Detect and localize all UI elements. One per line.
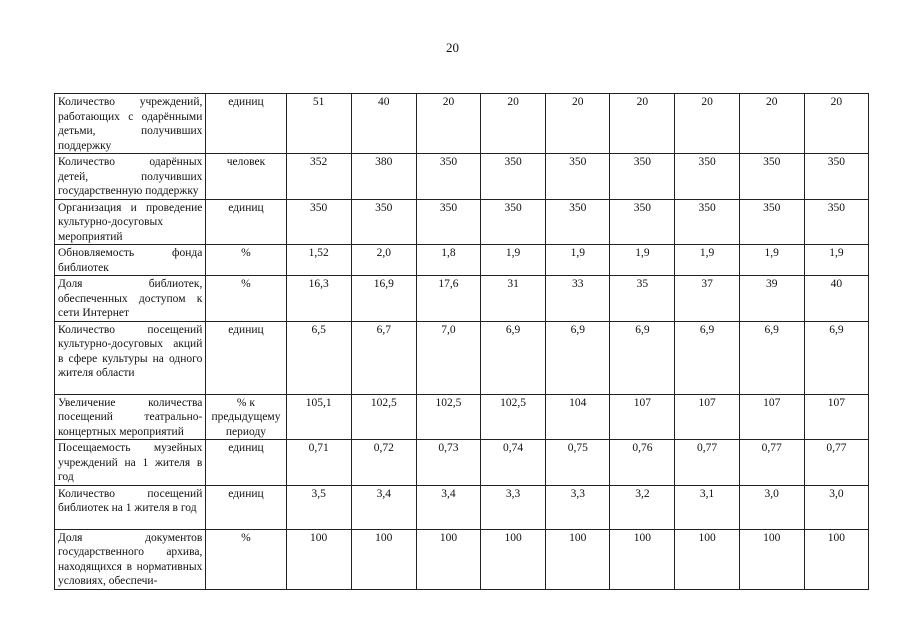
table-row (55, 245, 869, 276)
value-cell: 0,72 (351, 440, 416, 486)
value-cell: 16,9 (351, 276, 416, 322)
value-cell: 107 (739, 394, 804, 440)
value-cell: 3,3 (481, 485, 546, 529)
indicator-cell: Доля документов государственного архива, находящихся в нормативных условиях, обеспечи- (55, 529, 206, 589)
value-cell: 350 (804, 154, 868, 200)
value-cell: 20 (675, 94, 739, 154)
value-cell: 1,52 (286, 245, 351, 276)
value-cell: 3,0 (804, 485, 868, 529)
indicator-cell: Количество одарённых детей, получивших государственную поддержку (55, 154, 206, 200)
unit-cell: % (206, 529, 286, 589)
unit-cell: единиц (206, 440, 286, 486)
value-cell: 0,77 (675, 440, 739, 486)
indicator-cell: Количество учреждений, работающих с одарёнными детьми, получивших поддержку (55, 94, 206, 154)
table-row (55, 529, 869, 589)
indicator-cell: Количество посещений библиотек на 1 жителя в год (55, 485, 206, 529)
unit-cell: единиц (206, 321, 286, 394)
value-cell: 20 (610, 94, 675, 154)
value-cell: 350 (481, 154, 546, 200)
value-cell: 51 (286, 94, 351, 154)
value-cell: 350 (286, 199, 351, 245)
value-cell: 1,9 (739, 245, 804, 276)
value-cell: 17,6 (416, 276, 480, 322)
value-cell: 31 (481, 276, 546, 322)
value-cell: 100 (610, 529, 675, 589)
value-cell: 20 (546, 94, 610, 154)
value-cell: 1,9 (675, 245, 739, 276)
value-cell: 350 (416, 154, 480, 200)
indicator-cell: Увеличение количества посещений театрально-концертных мероприятий (55, 394, 206, 440)
value-cell: 1,8 (416, 245, 480, 276)
value-cell: 0,76 (610, 440, 675, 486)
value-cell: 0,75 (546, 440, 610, 486)
value-cell: 350 (546, 199, 610, 245)
table-row (55, 199, 869, 245)
value-cell: 350 (804, 199, 868, 245)
value-cell: 350 (739, 199, 804, 245)
value-cell: 2,0 (351, 245, 416, 276)
value-cell: 6,9 (481, 321, 546, 394)
value-cell: 100 (739, 529, 804, 589)
value-cell: 350 (610, 154, 675, 200)
value-cell: 40 (804, 276, 868, 322)
value-cell: 102,5 (481, 394, 546, 440)
value-cell: 350 (416, 199, 480, 245)
value-cell: 3,0 (739, 485, 804, 529)
indicator-cell: Обновляемость фонда библиотек (55, 245, 206, 276)
value-cell: 100 (804, 529, 868, 589)
table-row (55, 276, 869, 322)
value-cell: 1,9 (481, 245, 546, 276)
value-cell: 0,71 (286, 440, 351, 486)
indicator-cell: Посещаемость музейных учреждений на 1 жителя в год (55, 440, 206, 486)
value-cell: 100 (546, 529, 610, 589)
value-cell: 6,9 (546, 321, 610, 394)
value-cell: 350 (351, 199, 416, 245)
table-row (55, 394, 869, 440)
value-cell: 3,2 (610, 485, 675, 529)
value-cell: 3,4 (416, 485, 480, 529)
value-cell: 102,5 (351, 394, 416, 440)
value-cell: 3,5 (286, 485, 351, 529)
value-cell: 105,1 (286, 394, 351, 440)
value-cell: 104 (546, 394, 610, 440)
value-cell: 380 (351, 154, 416, 200)
value-cell: 20 (416, 94, 480, 154)
value-cell: 350 (546, 154, 610, 200)
unit-cell: % к предыдущему периоду (206, 394, 286, 440)
value-cell: 37 (675, 276, 739, 322)
value-cell: 20 (739, 94, 804, 154)
value-cell: 6,9 (739, 321, 804, 394)
value-cell: 100 (481, 529, 546, 589)
value-cell: 350 (610, 199, 675, 245)
table-row (55, 154, 869, 200)
value-cell: 6,9 (675, 321, 739, 394)
value-cell: 107 (804, 394, 868, 440)
unit-cell: % (206, 245, 286, 276)
indicator-cell: Количество посещений культурно-досуговых акций в сфере культуры на одного жителя области (55, 321, 206, 394)
value-cell: 3,4 (351, 485, 416, 529)
value-cell: 100 (675, 529, 739, 589)
value-cell: 350 (739, 154, 804, 200)
value-cell: 0,73 (416, 440, 480, 486)
value-cell: 1,9 (610, 245, 675, 276)
indicators-table (54, 93, 869, 590)
value-cell: 102,5 (416, 394, 480, 440)
page-number: 20 (446, 40, 459, 55)
table-row (55, 440, 869, 486)
value-cell: 6,5 (286, 321, 351, 394)
indicator-cell: Организация и проведение культурно-досуговых мероприятий (55, 199, 206, 245)
value-cell: 1,9 (546, 245, 610, 276)
unit-cell: % (206, 276, 286, 322)
table-row (55, 94, 869, 154)
value-cell: 107 (675, 394, 739, 440)
value-cell: 20 (804, 94, 868, 154)
value-cell: 1,9 (804, 245, 868, 276)
value-cell: 0,77 (739, 440, 804, 486)
value-cell: 33 (546, 276, 610, 322)
value-cell: 40 (351, 94, 416, 154)
value-cell: 0,74 (481, 440, 546, 486)
value-cell: 35 (610, 276, 675, 322)
value-cell: 7,0 (416, 321, 480, 394)
indicator-cell: Доля библиотек, обеспеченных доступом к сети Интернет (55, 276, 206, 322)
value-cell: 350 (675, 154, 739, 200)
value-cell: 16,3 (286, 276, 351, 322)
unit-cell: единиц (206, 485, 286, 529)
value-cell: 0,77 (804, 440, 868, 486)
value-cell: 350 (481, 199, 546, 245)
value-cell: 107 (610, 394, 675, 440)
value-cell: 350 (675, 199, 739, 245)
value-cell: 6,9 (804, 321, 868, 394)
table-row (55, 485, 869, 529)
unit-cell: единиц (206, 199, 286, 245)
value-cell: 3,1 (675, 485, 739, 529)
value-cell: 20 (481, 94, 546, 154)
value-cell: 100 (416, 529, 480, 589)
value-cell: 39 (739, 276, 804, 322)
value-cell: 6,7 (351, 321, 416, 394)
value-cell: 352 (286, 154, 351, 200)
value-cell: 3,3 (546, 485, 610, 529)
unit-cell: человек (206, 154, 286, 200)
value-cell: 100 (286, 529, 351, 589)
value-cell: 6,9 (610, 321, 675, 394)
unit-cell: единиц (206, 94, 286, 154)
table-row (55, 321, 869, 394)
value-cell: 100 (351, 529, 416, 589)
